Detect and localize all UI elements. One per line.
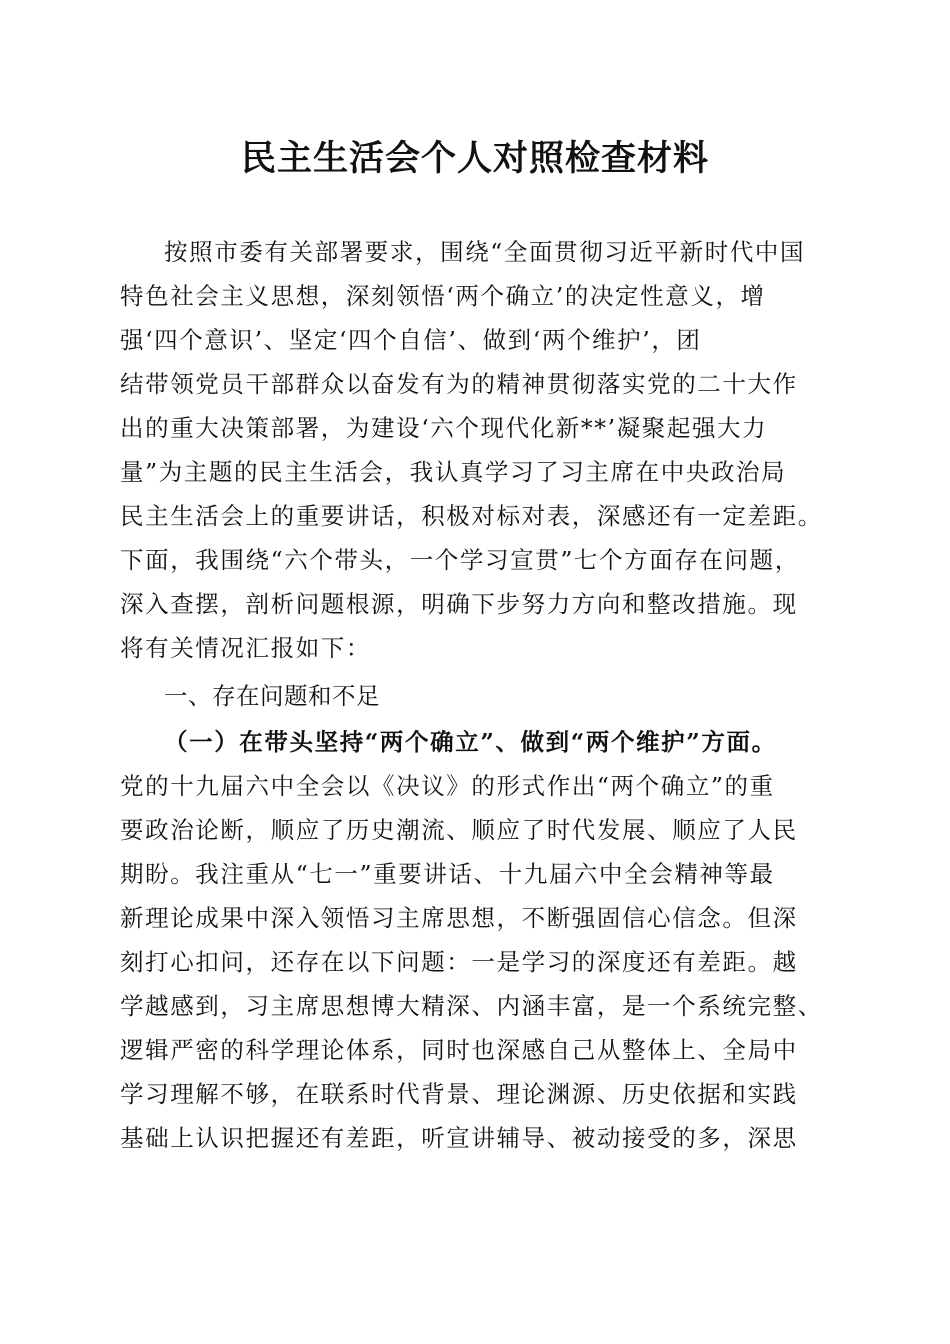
section-heading: 一、存在问题和不足: [164, 682, 380, 710]
body-line: 结带领党员干部群众以奋发有为的精神贯彻落实党的二十大作: [120, 370, 798, 398]
body-line: 民主生活会上的重要讲话，积极对标对表，深感还有一定差距。: [120, 502, 823, 530]
body-line: 基础上认识把握还有差距，听宣讲辅导、被动接受的多，深思: [120, 1124, 798, 1152]
body-line: 强‘四个意识’、坚定‘四个自信’、做到‘两个维护’，团: [120, 326, 702, 354]
body-line: 新理论成果中深入领悟习主席思想，不断强固信心信念。但深: [120, 904, 798, 932]
body-line: 深入查摆，剖析问题根源，明确下步努力方向和整改措施。现: [120, 590, 798, 618]
body-line: 逻辑严密的科学理论体系，同时也深感自己从整体上、全局中: [120, 1036, 798, 1064]
body-line: 学越感到，习主席思想博大精深、内涵丰富，是一个系统完整、: [120, 992, 823, 1020]
body-line: 党的十九届六中全会以《决议》的形式作出“两个确立”的重: [120, 772, 775, 800]
body-line: 特色社会主义思想，深刻领悟‘两个确立’的决定性意义，增: [120, 282, 766, 310]
body-line: 将有关情况汇报如下：: [120, 634, 371, 662]
body-line: 按照市委有关部署要求，围绕“全面贯彻习近平新时代中国: [164, 238, 806, 266]
body-line: 刻打心扣问，还存在以下问题：一是学习的深度还有差距。越: [120, 948, 798, 976]
body-line: 量”为主题的民主生活会，我认真学习了习主席在中央政治局: [120, 458, 787, 486]
body-line: 学习理解不够，在联系时代背景、理论渊源、历史依据和实践: [120, 1080, 798, 1108]
body-line: 下面，我围绕“六个带头，一个学习宣贯”七个方面存在问题，: [120, 546, 800, 574]
body-line: 要政治论断，顺应了历史潮流、顺应了时代发展、顺应了人民: [120, 816, 798, 844]
document-title: 民主生活会个人对照检查材料: [240, 138, 709, 179]
body-line: 出的重大决策部署，为建设‘六个现代化新**’凝聚起强大力: [120, 414, 768, 442]
subsection-heading: （一）在带头坚持“两个确立”、做到“两个维护”方面。: [164, 728, 777, 756]
body-line: 期盼。我注重从“七一”重要讲话、十九届六中全会精神等最: [120, 860, 775, 888]
